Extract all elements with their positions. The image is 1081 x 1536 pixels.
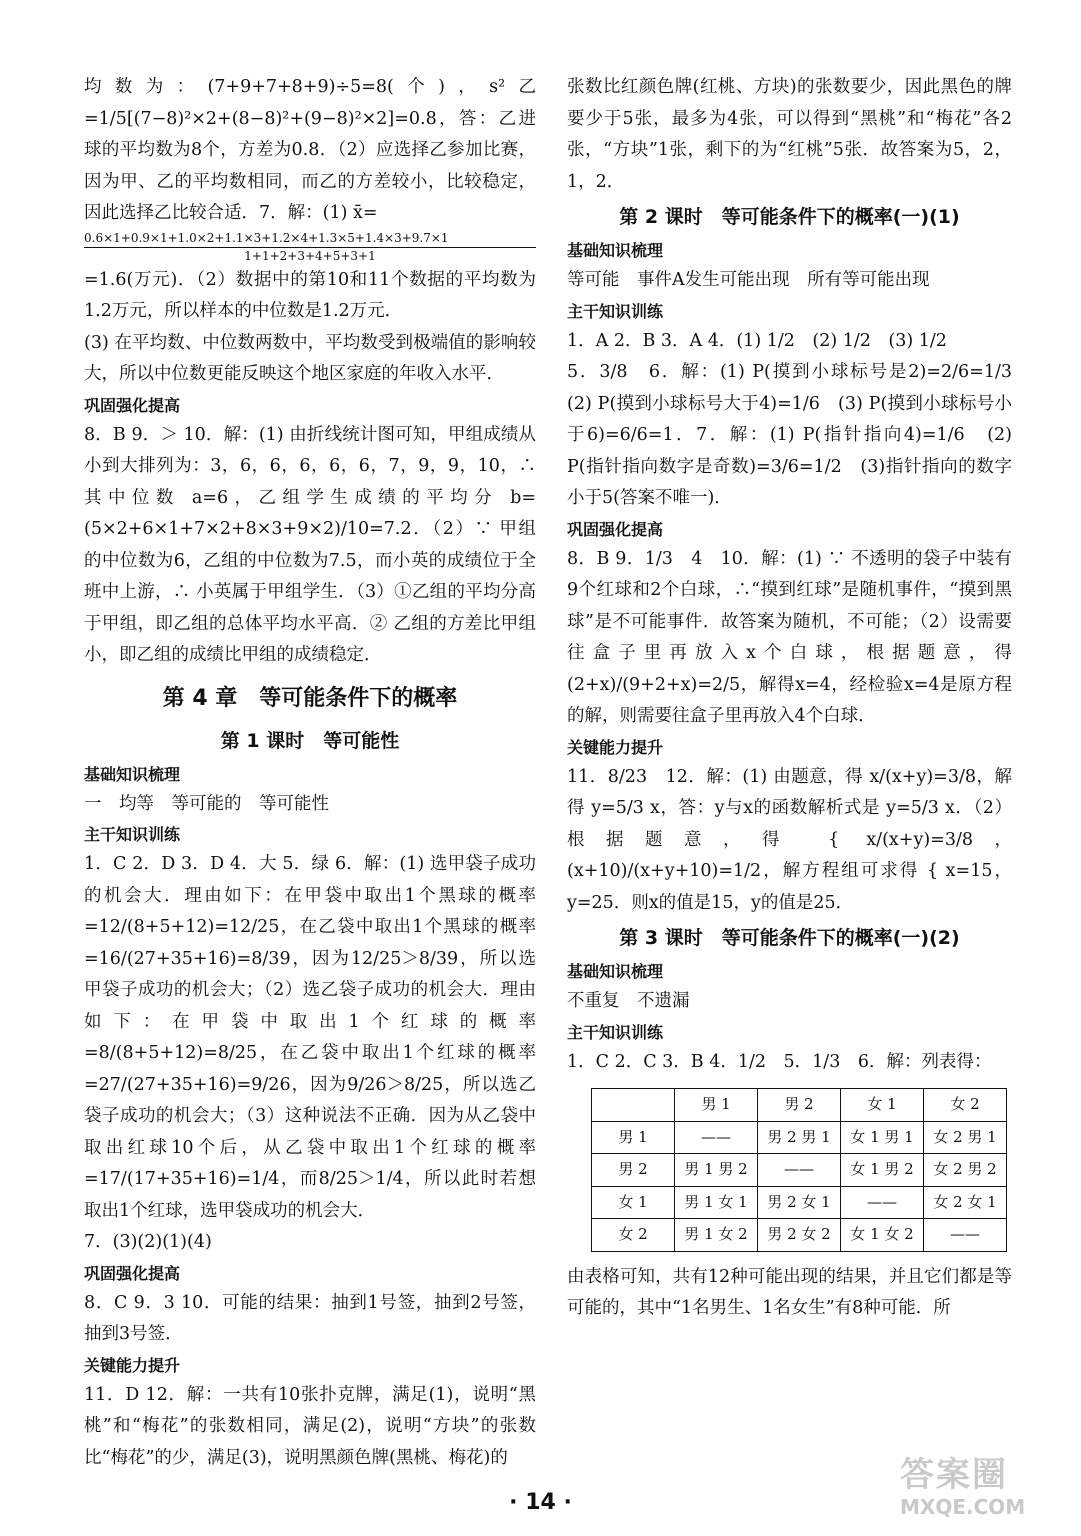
answer-text: 8．B 9．1/3 4 10．解：(1) ∵ 不透明的袋子中装有9个红球和2个白球，∴“摸到红球”是随机事件，“摸到黑球”是不可能事件．故答案为随机，不可能；（2）设需要往盒子里再放入x个白球，根据题意，得(2+x)/(9+2+x)=2/5，解得x=4，经检验x=4是原方程的解，则需要往盒子里再放入4个白球． bbox=[567, 548, 1012, 726]
section-heading: 基础知识梳理 bbox=[84, 764, 181, 784]
table-cell: 女 2 男 2 bbox=[924, 1154, 1007, 1187]
outcome-table bbox=[591, 1088, 1007, 1252]
table-cell: 男 1 bbox=[675, 1089, 758, 1122]
answer-text: 11．8/23 12．解：(1) 由题意，得 x/(x+y)=3/8，解得 y=5/3 x，答：y与x的函数解析式是 y=5/3 x．（2）根据题意，得 { x/(x+y)=3/8，(x+10)/(x+y+10)=1/2，解方程组可求得 { x=15，y=25．则x的值是15，y的值是25． bbox=[567, 766, 1012, 913]
table-cell: 男 2 女 2 bbox=[758, 1219, 841, 1252]
left-column bbox=[84, 72, 536, 1474]
fraction bbox=[84, 230, 536, 265]
section-heading: 巩固强化提高 bbox=[567, 519, 664, 539]
table-cell: 女 1 女 2 bbox=[841, 1219, 924, 1252]
section-heading: 主干知识训练 bbox=[567, 1022, 664, 1042]
page-number: · 14 · bbox=[509, 1490, 572, 1515]
table-row bbox=[592, 1121, 1007, 1154]
watermark-url: MXQE.COM bbox=[900, 1495, 1026, 1519]
table-cell: 男 2 女 1 bbox=[758, 1186, 841, 1219]
answer-text: 均数为：(7+9+7+8+9)÷5=8(个)，s²乙=1/5[(7−8)²×2+(8−8)²+(9−8)²×2]=0.8，答：乙进球的平均数为8个，方差为0.8．（2）应选择乙参加比赛，因为甲、乙的平均数相同，而乙的方差较小，比较稳定，因此选择乙比较合适．7．解：(1) x̄= bbox=[84, 77, 536, 223]
section-heading: 巩固强化提高 bbox=[84, 1263, 181, 1283]
table-cell: 女 2 bbox=[592, 1219, 675, 1252]
answer-text: 一 均等 等可能的 等可能性 bbox=[84, 793, 329, 814]
lesson-title: 第 1 课时 等可能性 bbox=[220, 729, 400, 752]
table-cell: 男 2 bbox=[592, 1154, 675, 1187]
answer-text: 5．3/8 6．解：(1) P(摸到小球标号是2)=2/6=1/3 (2) P(摸到小球标号大于4)=1/6 (3) P(摸到小球标号小于6)=6/6=1．7．解：(1) P(指针指向4)=1/6 (2) P(指针指向数字是奇数)=3/6=1/2 (3)指针指向的数字小于5(答案不唯一)． bbox=[567, 362, 1030, 508]
table-row bbox=[592, 1186, 1007, 1219]
watermark-title: 答案圈 bbox=[900, 1455, 1008, 1495]
table-cell: 男 2 男 1 bbox=[758, 1121, 841, 1154]
table-row bbox=[592, 1089, 1007, 1122]
fraction-denominator: 1+1+2+3+4+5+3+1 bbox=[244, 248, 376, 263]
answer-text: 不重复 不遗漏 bbox=[567, 991, 690, 1011]
table-cell bbox=[592, 1089, 675, 1122]
fraction-numerator: 0.6×1+0.9×1+1.0×2+1.1×3+1.2×4+1.3×5+1.4×3+9.7×1 bbox=[84, 230, 536, 248]
chapter-title: 第 4 章 等可能条件下的概率 bbox=[162, 685, 458, 711]
section-heading: 关键能力提升 bbox=[567, 737, 664, 757]
right-column bbox=[567, 72, 1030, 1325]
answer-text: (3) 在平均数、中位数两数中，平均数受到极端值的影响较大，所以中位数更能反映这个地区家庭的年收入水平． bbox=[84, 332, 536, 384]
table-cell: —— bbox=[841, 1186, 924, 1219]
answer-text: 8．B 9．＞ 10．解：(1) 由折线统计图可知，甲组成绩从小到大排列为：3，6，6，6，6，6，7，9，9，10，∴ 其中位数 a=6，乙组学生成绩的平均分 b=(5×2+6×1+7×2+8×3+9×2)/10=7.2．（2）∵ 甲组的中位数为6，乙组的中位数为7.5，而小英的成绩位于全班中上游，∴ 小英属于甲组学生．（3）①乙组的平均分高于甲组，即乙组的总体平均水平高．② 乙组的方差比甲组小，即乙组的成绩比甲组的成绩稳定． bbox=[84, 424, 536, 665]
section-heading: 巩固强化提高 bbox=[84, 395, 181, 415]
table-cell: 男 1 bbox=[592, 1121, 675, 1154]
section-heading: 基础知识梳理 bbox=[567, 962, 664, 981]
table-cell: 女 1 bbox=[841, 1089, 924, 1122]
answer-text: 1．C 2．C 3．B 4．1/2 5．1/3 6．解：列表得： bbox=[567, 1051, 992, 1072]
table-cell: —— bbox=[758, 1154, 841, 1187]
section-heading: 关键能力提升 bbox=[84, 1355, 181, 1375]
lesson-title: 第 3 课时 等可能条件下的概率(一)(2) bbox=[619, 927, 960, 949]
lesson-title: 第 2 课时 等可能条件下的概率(一)(1) bbox=[619, 206, 960, 228]
section-heading: 基础知识梳理 bbox=[567, 241, 664, 260]
answer-text: 7．(3)(2)(1)(4) bbox=[84, 1232, 212, 1252]
table-cell: 男 1 男 2 bbox=[675, 1154, 758, 1187]
watermark-logo bbox=[900, 1455, 1070, 1527]
answer-text: 由表格可知，共有12种可能出现的结果，并且它们都是等可能的，其中“1名男生、1名女生”有8种可能．所 bbox=[567, 1266, 1012, 1318]
answer-text: 等可能 事件A发生可能出现 所有等可能出现 bbox=[567, 270, 930, 290]
answer-text: 1．C 2．D 3．D 4．大 5．绿 6．解：(1) 选甲袋子成功的机会大．理由如下：在甲袋中取出1个黑球的概率=12/(8+5+12)=12/25，在乙袋中取出1个黑球的概率=16/(27+35+16)=8/39，因为12/25＞8/39，所以选甲袋子成功的机会大；（2）选乙袋子成功的机会大．理由如下：在甲袋中取出1个红球的概率=8/(8+5+12)=8/25，在乙袋中取出1个红球的概率=27/(27+35+16)=9/26，因为9/26＞8/25，所以选乙袋子成功的机会大；（3）这种说法不正确．因为从乙袋中取出红球10个后，从乙袋中取出1个红球的概率=17/(17+35+16)=1/4，而8/25＞1/4，所以此时若想取出1个红球，选甲袋成功的机会大． bbox=[84, 854, 536, 1221]
table-cell: 女 2 bbox=[924, 1089, 1007, 1122]
table-row bbox=[592, 1219, 1007, 1252]
table-cell: 男 2 bbox=[758, 1089, 841, 1122]
answer-text: =1.6(万元)．（2）数据中的第10和11个数据的平均数为1.2万元，所以样本的中位数是1.2万元． bbox=[84, 269, 536, 321]
section-heading: 主干知识训练 bbox=[567, 301, 664, 321]
section-heading: 主干知识训练 bbox=[84, 825, 181, 844]
answer-text: 1．A 2．B 3．A 4．(1) 1/2 (2) 1/2 (3) 1/2 bbox=[567, 330, 947, 351]
table-cell: 女 1 男 1 bbox=[841, 1121, 924, 1154]
answer-text: 8．C 9．3 10．可能的结果：抽到1号签，抽到2号签，抽到3号签． bbox=[84, 1292, 536, 1344]
table-cell: 男 1 女 1 bbox=[675, 1186, 758, 1219]
table-cell: —— bbox=[675, 1121, 758, 1154]
answer-text: 11．D 12．解：一共有10张扑克牌，满足(1)，说明“黑桃”和“梅花”的张数相同，满足(2)，说明“方块”的张数比“梅花”的少，满足(3)，说明黑颜色牌(黑桃、梅花)的 bbox=[84, 1384, 536, 1468]
table-cell: 女 2 男 1 bbox=[924, 1121, 1007, 1154]
table-cell: 女 1 bbox=[592, 1186, 675, 1219]
answer-text: 张数比红颜色牌(红桃、方块)的张数要少，因此黑色的牌要少于5张，最多为4张，可以得到“黑桃”和“梅花”各2张，“方块”1张，剩下的为“红桃”5张．故答案为5，2，1，2． bbox=[567, 77, 1012, 192]
table-cell: 女 1 男 2 bbox=[841, 1154, 924, 1187]
table-row bbox=[592, 1154, 1007, 1187]
table-cell: —— bbox=[924, 1219, 1007, 1252]
table-cell: 女 2 女 1 bbox=[924, 1186, 1007, 1219]
table-cell: 男 1 女 2 bbox=[675, 1219, 758, 1252]
